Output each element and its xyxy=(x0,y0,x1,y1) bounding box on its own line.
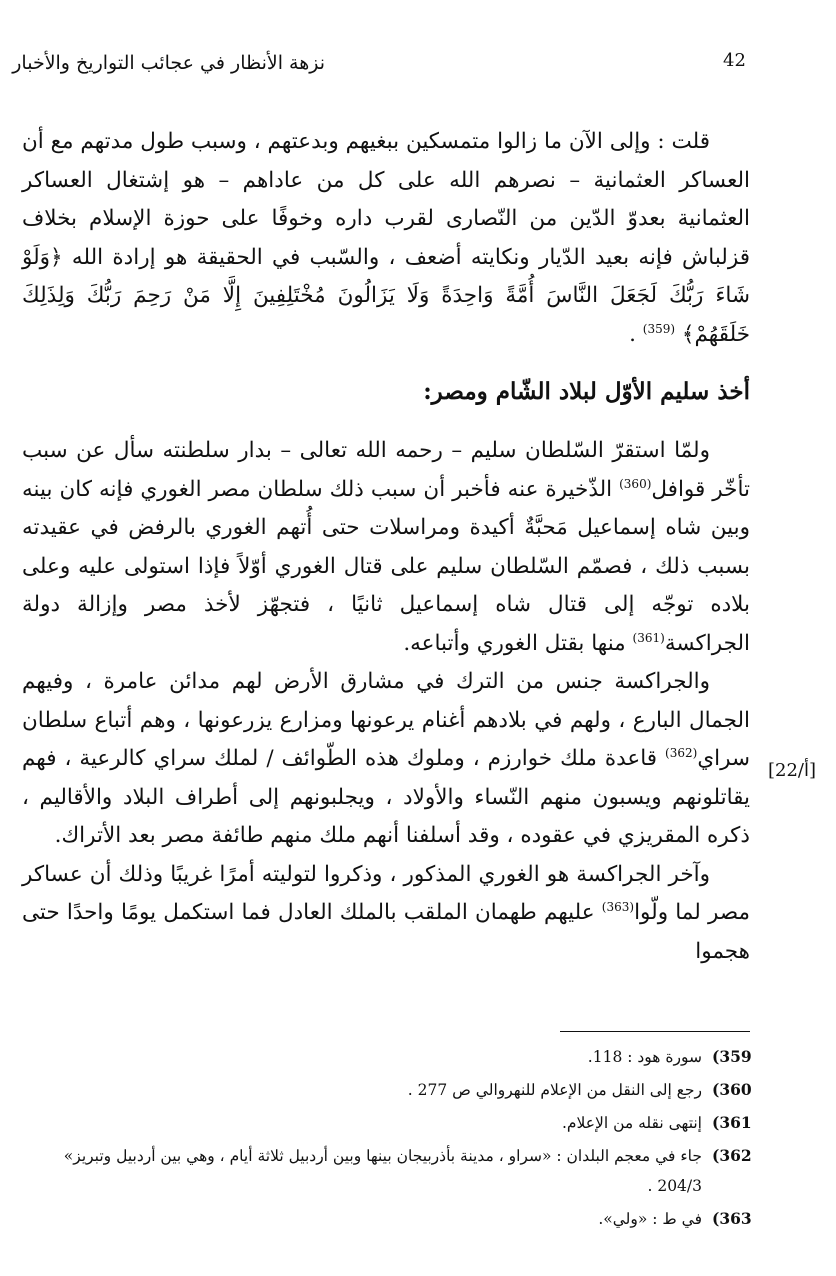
footnote-ref-363[interactable]: (363) xyxy=(601,899,635,914)
paragraph-1-tail: . xyxy=(629,321,643,347)
footnote-text: رجع إلى النقل من الإعلام للنهروالي ص 277 . xyxy=(407,1081,702,1099)
manuscript-folio-marker: [22/أ] xyxy=(768,760,817,781)
body-paragraphs-2 xyxy=(22,432,750,971)
paragraph-3 xyxy=(22,663,750,856)
footnote-number: (359 xyxy=(712,1047,752,1066)
paragraph-4 xyxy=(22,856,750,972)
footnote-ref-359[interactable]: (359) xyxy=(642,321,676,336)
footnote-number: (361 xyxy=(712,1113,752,1132)
footnote-item xyxy=(22,1141,752,1201)
footnote-item xyxy=(22,1042,752,1072)
paragraph-2-text-3: منها بقتل الغوري وأتباعه. xyxy=(403,630,633,656)
footnotes-list xyxy=(22,1042,752,1237)
footnote-ref-362[interactable]: (362) xyxy=(665,745,698,760)
footnote-divider xyxy=(560,1031,750,1032)
paragraph-3-text-2: قاعدة ملك خوارزم ، وملوك هذه الطّوائف / لملك سراي كالرعية ، فهم يقاتلونهم ويسبون منهم النّساء والأولاد ، ويجلبونهم إلى أطراف البلاد والأقاليم ، ذكره المقريزي في عقوده ، وقد أسلفنا أنهم ملك منهم طائفة مصر بعد الأتراك. xyxy=(22,746,750,848)
footnote-number: (363 xyxy=(712,1209,752,1228)
running-title: نزهة الأنظار في عجائب التواريخ والأخبار xyxy=(12,52,325,74)
footnote-text: سورة هود : 118. xyxy=(587,1048,702,1066)
footnote-number: (362 xyxy=(712,1146,752,1165)
paragraph-2-text-1: ولمّا استقرّ السّلطان سليم – رحمه الله تعالى – بدار سلطنته سأل عن سبب تأخّر قوافل xyxy=(22,438,750,502)
section-heading: أخذ سليم الأوّل لبلاد الشّام ومصر: xyxy=(423,378,750,405)
paragraph-2 xyxy=(22,432,750,663)
footnote-text: إنتهى نقله من الإعلام. xyxy=(561,1114,702,1132)
footnote-item xyxy=(22,1075,752,1105)
paragraph-4-text-1: وآخر الجراكسة هو الغوري المذكور ، وذكروا لتوليته أمرًا غريبًا وذلك أن عساكر مصر لما ولّوا xyxy=(22,861,750,925)
page-number: 42 xyxy=(723,50,746,71)
paragraph-4-text-2: عليهم طهمان الملقب بالملك العادل فما استكمل يومًا واحدًا حتى هجموا xyxy=(22,900,750,964)
footnote-number: (360 xyxy=(712,1080,752,1099)
paragraph-1 xyxy=(22,123,750,354)
quran-quote: ﴿وَلَوْ شَاءَ رَبُّكَ لَجَعَلَ النَّاسَ أُمَّةً وَاحِدَةً وَلَا يَزَالُونَ مُخْتَلِفِينَ إِلَّا مَنْ رَحِمَ رَبُّكَ وَلِذَلِكَ خَلَقَهُمْ﴾ xyxy=(22,244,750,347)
paragraph-2-text-2: الذّخيرة عنه فأخبر أن سبب ذلك سلطان مصر الغوري فإنه كان بينه وبين شاه إسماعيل مَحبَّةٌ أكيدة ومراسلات حتى أُتهم الغوري بالرفض في عقيدته بسبب ذلك ، فصمّم السّلطان سليم على قتال الغوري أوّلاً فإذا استولى عليه وعلى بلاده توجّه إلى قتال شاه إسماعيل ثانيًا ، فتجهّز لأخذ مصر وإزالة دولة الجراكسة xyxy=(22,476,750,656)
footnote-text: في ط : «ولي». xyxy=(598,1210,702,1228)
paragraph-3-text-1: والجراكسة جنس من الترك في مشارق الأرض لهم مدائن عامرة ، وفيهم الجمال البارع ، ولهم في بلادهم أغنام يرعونها ومزارع يزرعونها ، وهم أتباع سلطان سراي xyxy=(22,669,750,771)
body-paragraph-1 xyxy=(22,123,750,354)
paragraph-1-text: قلت : وإلى الآن ما زالوا متمسكين ببغيهم وبدعتهم ، وسبب طول مدتهم مع أن العساكر العثمانية – نصرهم الله على كل من عاداهم – هو إشتغال العساكر العثمانية بعدوّ الدّين من النّصارى لقرب داره وخوفًا على حوزة الإسلام بخلاف قزلباش فإنه بعيد الدّيار ونكايته أضعف ، والسّبب في الحقيقة هو إرادة الله xyxy=(22,129,750,270)
footnote-item xyxy=(22,1204,752,1234)
footnote-ref-361[interactable]: (361) xyxy=(632,630,665,645)
footnote-text: جاء في معجم البلدان : «سراو ، مدينة بأذربيجان بينها وبين أردبيل ثلاثة أيام ، وهي بين أردبيل وتبريز» 204/3 . xyxy=(63,1147,702,1195)
footnote-ref-360[interactable]: (360) xyxy=(619,476,652,491)
footnote-item xyxy=(22,1108,752,1138)
